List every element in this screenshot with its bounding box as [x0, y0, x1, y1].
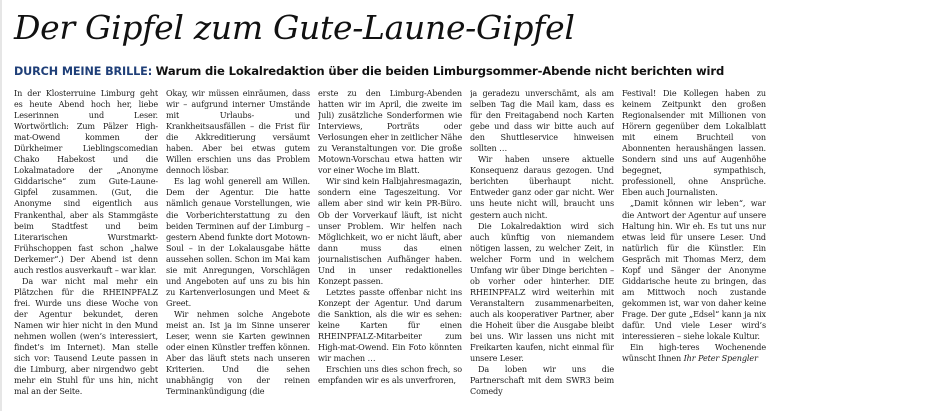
paragraph: Da war nicht mal mehr ein Plätzchen für die RHEINPFALZ frei. Wurde uns diese Woche von der Agentur bekundet, deren Namen wir hier nicht in den Mund nehmen wollen (wen’s interessiert, findet’s im Internet). Man stelle sich vor: Tausend Leute passen in die Limburg, aber nirgendwo gebt mehr ein Stuhl für uns hin, nicht mal an der Seite. [14, 275, 158, 397]
paragraph: Letztes passte offenbar nicht ins Konzept der Agentur. Und darum die Sanktion, als die wir es sehen: keine Karten für einen RHEINPFALZ-Mitarbeiter zum High-mat-Owend. Ein Foto könnten wir machen … [318, 286, 462, 364]
article-body [14, 88, 920, 406]
paragraph: erste zu den Limburg-Abenden hatten wir im April, die zweite im Juli) zusätzliche Sonderformen wie Interviews, Porträts oder Verlosungen eher in zeitlicher Nähe zu Veranstaltungen vor. Die große Motown-Vorschau etwa hatten wir vor einer Woche im Blatt. [318, 88, 462, 176]
paragraph: Wir sind kein Halbjahresmagazin, sondern eine Tageszeitung. Vor allem aber sind wir kein PR-Büro. Ob der Vorverkauf läuft, ist nicht unser Problem. Wir helfen nach Möglichkeit, wo er nicht läuft, aber dann muss das einen journalistischen Aufhänger haben. Und in unser redaktionelles Konzept passen. [318, 176, 462, 286]
article-subline [14, 62, 919, 81]
text-column-5 [622, 88, 766, 406]
paragraph: ja geradezu unverschämt, als am selben Tag die Mail kam, dass es für den Freitagabend noch Karten gebe und dass wir bitte auch auf den Shuttleservice hinweisen sollten … [470, 88, 614, 154]
text-column-2 [166, 88, 310, 406]
closing-text: Ein high-teres Wochenende wünscht Ihnen [622, 342, 766, 364]
article-headline: Der Gipfel zum Gute-Laune-Gipfel [14, 8, 575, 47]
paragraph: Erschien uns dies schon frech, so empfanden wir es als unverfroren, [318, 364, 462, 386]
column-kicker: DURCH MEINE BRILLE: [14, 65, 153, 78]
author-signature: Ihr Peter Spengler [683, 353, 758, 364]
paragraph: Die Lokalredaktion wird sich auch künftig von niemandem nötigen lassen, zu welcher Zeit, in welcher Form und in welchem Umfang wir über Dinge berichten – ob vorher oder hinterher. DIE RHEINPFALZ wird weiterhin mit Veranstaltern zusammenarbeiten, auch als kooperativer Partner, aber die Hoheit über die Ausgabe bleibt bei uns. Wir lassen uns nicht mit Freikarten kaufen, nicht einmal für unsere Leser. [470, 220, 614, 364]
page-edge-rule [0, 0, 2, 411]
text-column-1 [14, 88, 158, 406]
text-column-3 [318, 88, 462, 406]
paragraph: Es lag wohl generell am Willen. Dem der Agentur. Die hatte nämlich genaue Vorstellungen, wie die Vorberichterstattung zu den beiden Terminen auf der Limburg – gestern Abend funkte dort Motown-Soul – in der Lokalausgabe hätte aussehen sollen. Schon im Mai kam sie mit Anregungen, Vorschlägen und Angeboten auf uns zu bis hin zu Kartenverlosungen und Meet & Greet. [166, 176, 310, 308]
paragraph: „Damit können wir leben“, war die Antwort der Agentur auf unsere Haltung hin. Wir eh. Es tut uns nur etwas leid für unsere Leser. Und natürlich für die Künstler. Ein Gespräch mit Thomas Merz, dem Kopf und Sänger der Anonyme Giddarische heute zu bringen, das am Mittwoch noch zustande gekommen ist, war von daher keine Frage. Der gute „Edsel“ kann ja nix dafür. Und viele Leser wird’s interessieren – siehe lokale Kultur. [622, 198, 766, 342]
paragraph: Festival! Die Kollegen haben zu keinem Zeitpunkt den großen Regionalsender mit Millionen von Hörern gegenüber dem Lokalblatt mit einem Bruchteil von Abonnenten heraushängen lassen. Sondern sind uns auf Augenhöhe begegnet, sympathisch, professionell, ohne Ansprüche. Eben auch Journalisten. [622, 88, 766, 198]
article-subtitle: Warum die Lokalredaktion über die beiden Limburgsommer-Abende nicht berichten wird [155, 64, 725, 78]
paragraph: Okay, wir müssen einräumen, dass wir – aufgrund interner Umstände mit Urlaubs- und Krankheitsausfällen – die Frist für die Akkreditierung versäumt haben. Aber bei etwas gutem Willen erschien uns das Problem dennoch lösbar. [166, 88, 310, 176]
paragraph: Da loben wir uns die Partnerschaft mit dem SWR3 beim Comedy [470, 364, 614, 397]
paragraph: In der Klosterruine Limburg geht es heute Abend hoch her, liebe Leserinnen und Leser. Wortwörtlich: Zum Pälzer High-mat-Owend kommen der Dürkheimer Lieblingscomedian Chako Habekost und die Lokalmatadore der „Anonyme Giddarische“ zum Gute-Laune-Gipfel zusammen. (Gut, die Anonyme sind eigentlich aus Frankenthal, aber als Stammgäste beim Stadtfest und beim Literarischen Wurstmarkt-Frühschoppen fast schon „halwe Derkemer“.) Der Abend ist denn auch restlos ausverkauft – war klar. [14, 88, 158, 275]
text-column-4 [470, 88, 614, 406]
paragraph: Wir nehmen solche Angebote meist an. Ist ja im Sinne unserer Leser, wenn sie Karten gewinnen oder einen Künstler treffen können. Aber das läuft stets nach unseren Kriterien. Und die sehen unabhängig von der reinen Terminankündigung (die [166, 308, 310, 397]
paragraph: Wir haben unsere aktuelle Konsequenz daraus gezogen. Und berichten überhaupt nicht. Entweder ganz oder gar nicht. Wer uns heute nicht will, braucht uns gestern auch nicht. [470, 154, 614, 220]
closing-paragraph [622, 342, 766, 364]
